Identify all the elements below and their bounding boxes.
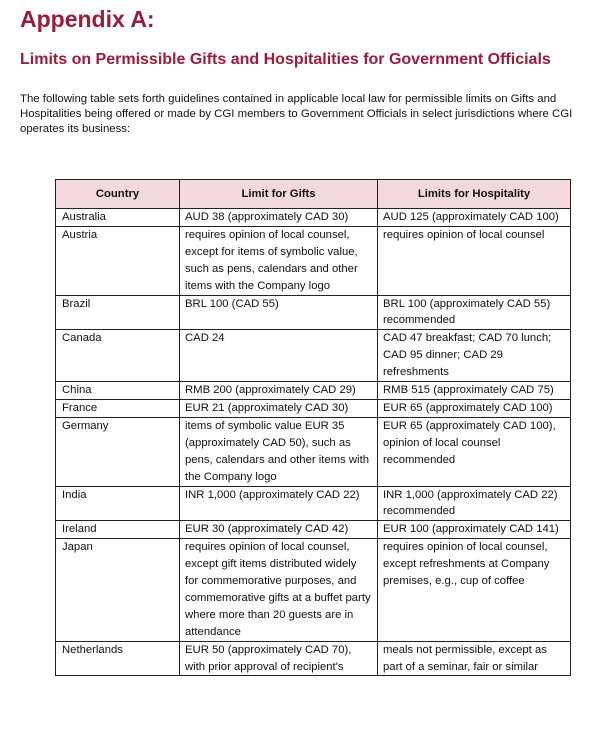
- table-row: [56, 521, 571, 539]
- table-row: [56, 641, 571, 676]
- table-row: [56, 226, 571, 295]
- header-country: Country: [56, 180, 180, 209]
- hospitality-cell: BRL 100 (approximately CAD 55) recommended: [378, 295, 571, 330]
- gifts-cell: requires opinion of local counsel, except gift items distributed widely for commemorative purposes, and commemorative gifts at a buffet party where more than 20 guests are in attendance: [180, 539, 378, 641]
- gifts-cell: requires opinion of local counsel, except for items of symbolic value, such as pens, calendars and other items with the Company logo: [180, 226, 378, 295]
- header-limits-for-hospitality: Limits for Hospitality: [378, 180, 571, 209]
- hospitality-cell: meals not permissible, except as part of a seminar, fair or similar: [378, 641, 571, 676]
- gifts-cell: AUD 38 (approximately CAD 30): [180, 209, 378, 227]
- country-cell: Japan: [56, 539, 180, 641]
- header-limit-for-gifts: Limit for Gifts: [180, 180, 378, 209]
- gifts-cell: items of symbolic value EUR 35 (approximately CAD 50), such as pens, calendars and other items with the Company logo: [180, 417, 378, 486]
- table-row: [56, 399, 571, 417]
- section-subheading: Limits on Permissible Gifts and Hospitalities for Government Officials: [20, 51, 551, 68]
- country-cell: Netherlands: [56, 641, 180, 676]
- hospitality-cell: CAD 47 breakfast; CAD 70 lunch; CAD 95 dinner; CAD 29 refreshments: [378, 330, 571, 382]
- gifts-cell: RMB 200 (approximately CAD 29): [180, 382, 378, 400]
- gifts-cell: EUR 50 (approximately CAD 70), with prior approval of recipient's: [180, 641, 378, 676]
- gifts-cell: INR 1,000 (approximately CAD 22): [180, 486, 378, 521]
- country-cell: India: [56, 486, 180, 521]
- gifts-hospitality-table: [55, 179, 571, 676]
- country-cell: Brazil: [56, 295, 180, 330]
- table-row: [56, 295, 571, 330]
- hospitality-cell: INR 1,000 (approximately CAD 22) recommended: [378, 486, 571, 521]
- country-cell: Australia: [56, 209, 180, 227]
- table-row: [56, 330, 571, 382]
- country-cell: France: [56, 399, 180, 417]
- hospitality-cell: EUR 65 (approximately CAD 100): [378, 399, 571, 417]
- table-header-row: [56, 180, 571, 209]
- country-cell: Ireland: [56, 521, 180, 539]
- intro-paragraph: The following table sets forth guidelines contained in applicable local law for permissible limits on Gifts and Hospitalities being offered or made by CGI members to Government Officials in select jurisdictions where CGI operates its business:: [20, 93, 573, 135]
- gifts-cell: BRL 100 (CAD 55): [180, 295, 378, 330]
- table-row: [56, 209, 571, 227]
- gifts-cell: CAD 24: [180, 330, 378, 382]
- country-cell: China: [56, 382, 180, 400]
- country-cell: Canada: [56, 330, 180, 382]
- page-title: Appendix A:: [20, 6, 155, 32]
- country-cell: Germany: [56, 417, 180, 486]
- table-row: [56, 382, 571, 400]
- table-row: [56, 539, 571, 641]
- hospitality-cell: AUD 125 (approximately CAD 100): [378, 209, 571, 227]
- gifts-cell: EUR 30 (approximately CAD 42): [180, 521, 378, 539]
- hospitality-cell: EUR 65 (approximately CAD 100), opinion of local counsel recommended: [378, 417, 571, 486]
- hospitality-cell: RMB 515 (approximately CAD 75): [378, 382, 571, 400]
- country-cell: Austria: [56, 226, 180, 295]
- gifts-cell: EUR 21 (approximately CAD 30): [180, 399, 378, 417]
- hospitality-cell: requires opinion of local counsel, except refreshments at Company premises, e.g., cup of coffee: [378, 539, 571, 641]
- table-row: [56, 486, 571, 521]
- table-row: [56, 417, 571, 486]
- hospitality-cell: requires opinion of local counsel: [378, 226, 571, 295]
- hospitality-cell: EUR 100 (approximately CAD 141): [378, 521, 571, 539]
